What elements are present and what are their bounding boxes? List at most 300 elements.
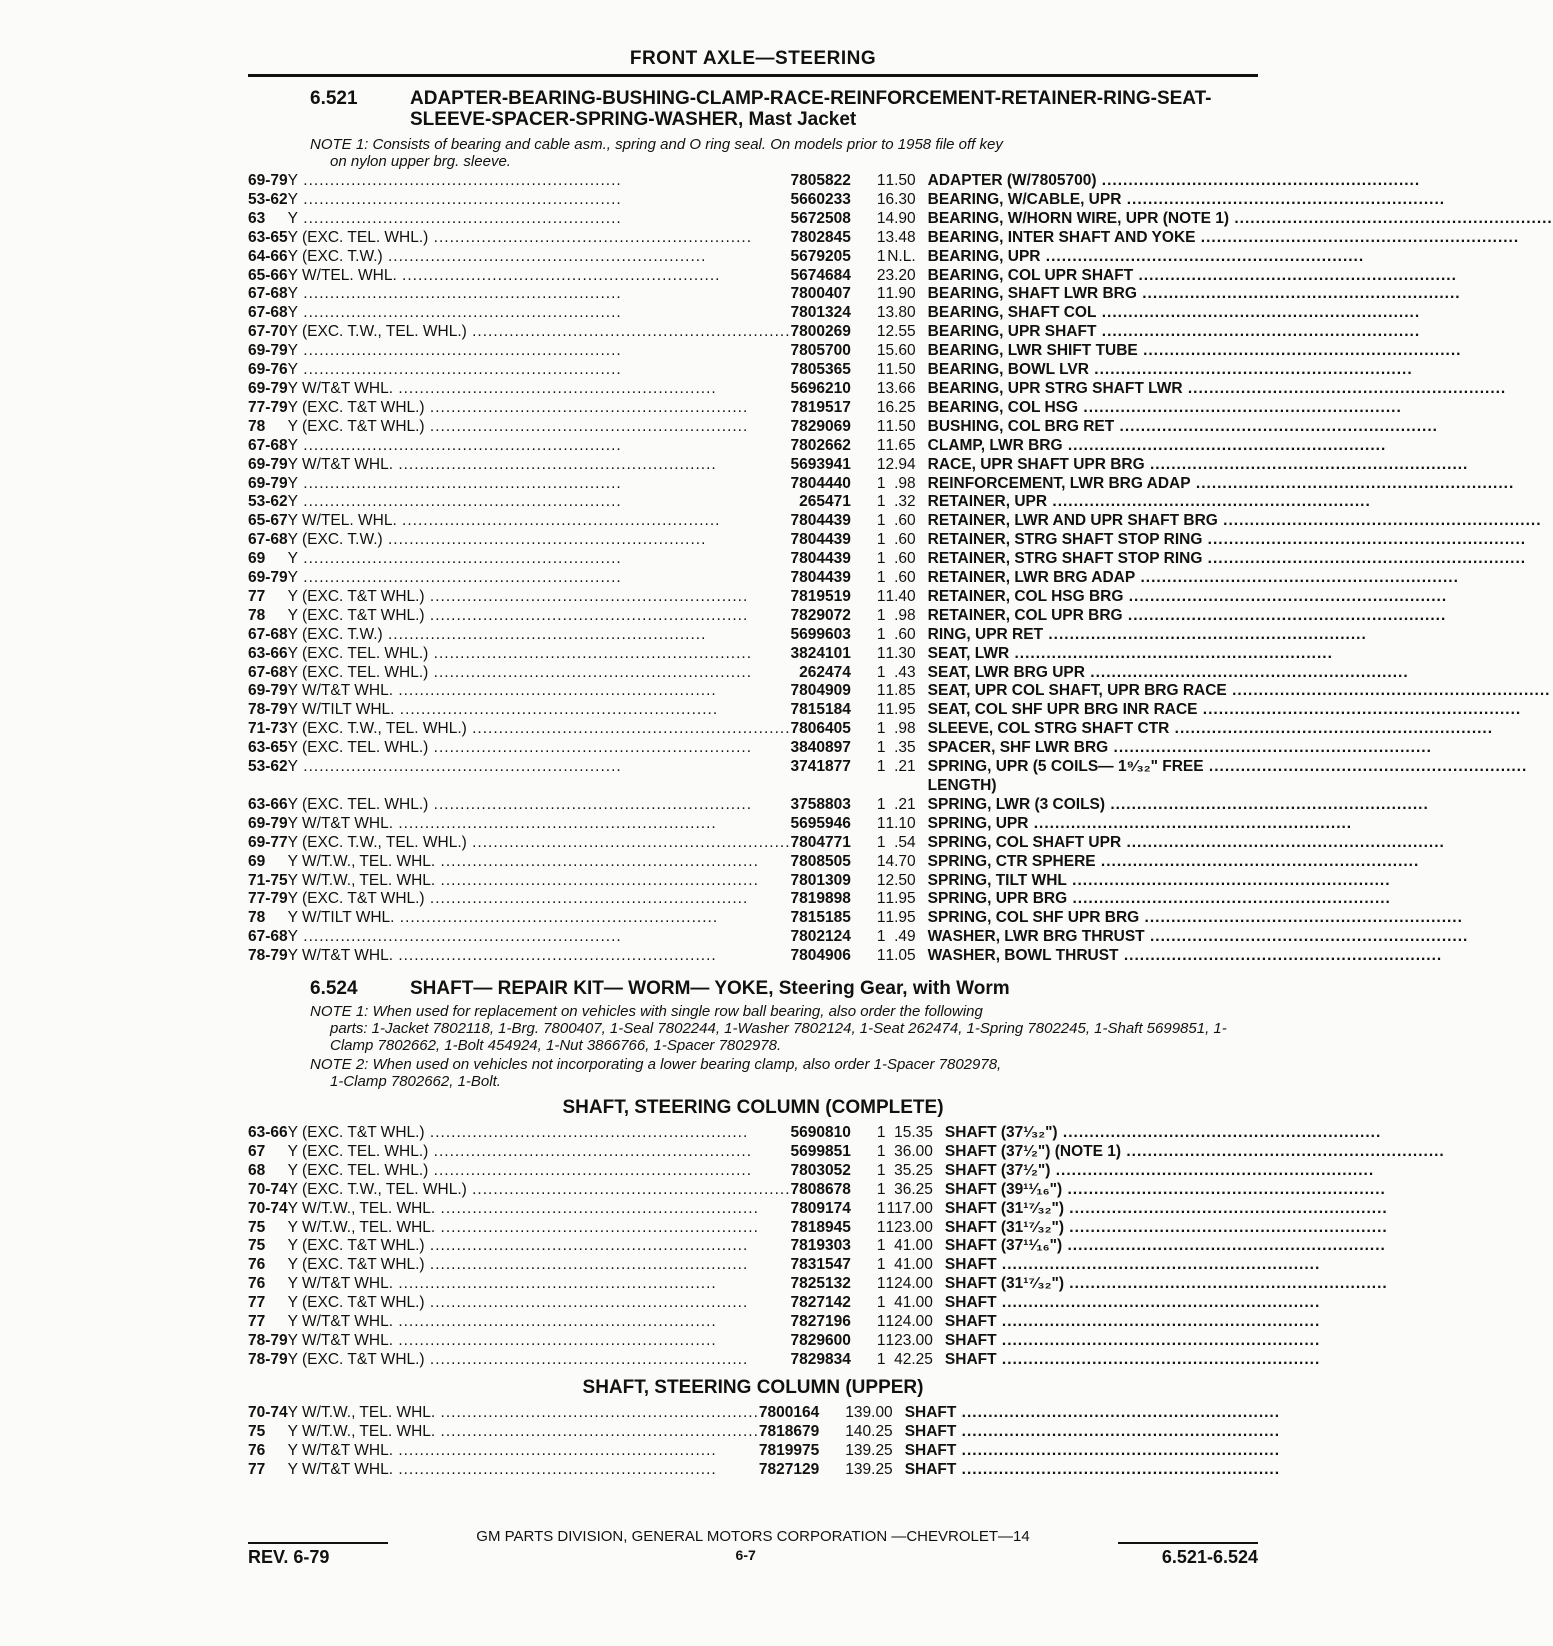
model-years: 78-79 <box>248 1350 288 1368</box>
part-number: 7815185 <box>790 909 851 927</box>
list-price: 1.85 <box>885 682 916 700</box>
application-code: Y (EXC. T&T WHL.) ............................................................ <box>287 890 749 908</box>
table-row <box>248 1124 1445 1143</box>
application-code: Y (EXC. TEL. WHL.) ............................................................ <box>287 795 753 813</box>
list-price: 39.25 <box>853 1460 893 1478</box>
table-row <box>248 607 1553 626</box>
list-price: 41.00 <box>894 1256 933 1274</box>
table-row <box>248 909 1553 928</box>
part-description: SHAFT ............................................................ <box>944 1350 1321 1368</box>
application-code: Y W/TILT WHL. ............................................................ <box>287 909 719 927</box>
list-price: 2.94 <box>885 455 916 473</box>
part-number: 5695946 <box>790 814 851 832</box>
model-years: 67-68 <box>248 663 288 681</box>
part-number: 5696210 <box>790 379 851 397</box>
application-code: Y (EXC. T.W., TEL. WHL.) ............................................................ <box>287 1180 791 1198</box>
leader-dots: ............................................................ <box>956 1460 1281 1478</box>
quantity: 1 <box>876 304 886 322</box>
part-description: SLEEVE, COL STRG SHAFT CTR ............................................................ <box>927 720 1494 738</box>
table-row <box>248 304 1553 323</box>
model-years: 63-66 <box>248 1124 288 1141</box>
leader-dots: ............................................................ <box>996 1313 1321 1331</box>
application-code: Y (EXC. T.W.) ............................................................ <box>287 625 707 643</box>
part-description: REINFORCEMENT, LWR BRG ADAP ............................................................ <box>927 474 1515 492</box>
model-years: 78 <box>248 417 266 435</box>
model-years: 77-79 <box>248 398 288 416</box>
application-code: Y (EXC. T&T WHL.) ............................................................ <box>287 1294 749 1312</box>
quantity: 1 <box>876 209 886 227</box>
model-years: 67-68 <box>248 304 288 322</box>
list-price: 1.50 <box>885 361 916 379</box>
model-years: 67-70 <box>248 323 288 341</box>
leader-dots: ............................................................ <box>382 531 707 549</box>
table-row <box>248 947 1553 966</box>
part-description: WASHER, BOWL THRUST ............................................................ <box>927 947 1443 965</box>
leader-dots: ............................................................ <box>1226 682 1551 700</box>
model-years: 76 <box>248 1275 266 1293</box>
leader-dots: ............................................................ <box>1084 663 1409 681</box>
part-description: BEARING, LWR SHIFT TUBE ............................................................ <box>927 342 1462 360</box>
leader-dots: ............................................................ <box>1121 833 1445 851</box>
leader-dots: ............................................................ <box>298 190 622 208</box>
application-code: Y W/T.W., TEL. WHL. ............................................................ <box>287 1199 759 1217</box>
table-row <box>248 682 1553 701</box>
part-description: RETAINER, LWR BRG ADAP ............................................................ <box>927 569 1459 587</box>
list-price: .32 <box>894 493 916 511</box>
part-number: 7801324 <box>790 304 851 322</box>
part-number: 7819975 <box>758 1441 820 1459</box>
model-years: 69-79 <box>248 682 288 700</box>
part-number: 7804771 <box>790 833 851 851</box>
model-years <box>248 777 288 796</box>
part-number <box>791 777 865 796</box>
leader-dots: ............................................................ <box>298 436 622 454</box>
quantity: 1 <box>876 852 886 870</box>
leader-dots: ............................................................ <box>1096 172 1421 189</box>
model-years: 75 <box>248 1422 266 1440</box>
application-code: Y (EXC. T&T WHL.) ............................................................ <box>287 1124 749 1141</box>
part-description: LENGTH) <box>927 777 997 794</box>
model-years: 53-62 <box>248 758 288 776</box>
list-price: 40.25 <box>853 1422 893 1440</box>
table-row <box>248 493 1553 512</box>
application-code: Y W/TEL. WHL. ............................................................ <box>287 266 721 284</box>
part-description: SHAFT (37¹¹⁄₁₆") ............................................................ <box>944 1237 1386 1255</box>
application-code: Y W/T.W., TEL. WHL. ............................................................ <box>287 1218 759 1236</box>
leader-dots: ............................................................ <box>1133 266 1457 284</box>
leader-dots: ............................................................ <box>393 379 717 397</box>
leader-dots: ............................................................ <box>1062 1237 1386 1255</box>
list-price: 1.95 <box>885 701 916 719</box>
leader-dots: ............................................................ <box>466 833 791 851</box>
list-price: .60 <box>894 550 916 568</box>
part-number: 5674684 <box>790 266 851 284</box>
table-row <box>248 512 1553 531</box>
leader-dots: ............................................................ <box>1169 720 1494 738</box>
part-description: BEARING, COL HSG ............................................................ <box>927 398 1402 416</box>
part-description: BEARING, SHAFT LWR BRG ............................................................ <box>927 285 1461 303</box>
part-description: SPRING, LWR (3 COILS) ............................................................ <box>927 795 1429 813</box>
table-row <box>248 626 1553 645</box>
page-footer <box>248 1528 1258 1568</box>
leader-dots: ............................................................ <box>956 1422 1281 1440</box>
model-years: 67-68 <box>248 285 288 303</box>
application-code: Y W/T&T WHL. ............................................................ <box>287 1331 717 1349</box>
application-code: Y W/T.W., TEL. WHL. ............................................................ <box>287 852 759 870</box>
quantity: 1 <box>876 1237 886 1255</box>
list-price: .49 <box>894 928 916 946</box>
model-years: 78 <box>248 606 266 624</box>
model-years: 69-79 <box>248 342 288 360</box>
leader-dots: ............................................................ <box>424 1294 749 1312</box>
table-row <box>248 815 1553 834</box>
table-row <box>248 1256 1445 1275</box>
leader-dots: ............................................................ <box>1202 550 1527 568</box>
section-title: SHAFT— REPAIR KIT— WORM— YOKE, Steering Gear, with Worm <box>410 978 1010 999</box>
application-code: Y W/T&T WHL. ............................................................ <box>287 1275 717 1293</box>
model-years: 70-74 <box>248 1180 288 1198</box>
part-description: SEAT, LWR BRG UPR ............................................................ <box>927 663 1409 681</box>
part-description: SEAT, UPR COL SHAFT, UPR BRG RACE ............................................................ <box>927 682 1551 700</box>
quantity: 1 <box>845 1422 854 1440</box>
list-price: 6.25 <box>885 398 916 416</box>
table-row <box>248 1423 1280 1442</box>
part-number: 7819517 <box>790 398 851 416</box>
list-price: .98 <box>894 474 916 492</box>
leader-dots: ............................................................ <box>1139 909 1463 927</box>
part-description: SPACER, SHF LWR BRG ............................................................ <box>927 739 1432 757</box>
list-price <box>885 777 927 796</box>
leader-dots: ............................................................ <box>428 795 753 813</box>
application-code: Y W/T&T WHL. ............................................................ <box>287 1441 717 1459</box>
table-row <box>248 664 1553 683</box>
part-description: BEARING, COL UPR SHAFT ............................................................ <box>927 266 1457 284</box>
leader-dots: ............................................................ <box>394 701 719 719</box>
part-number: 7818679 <box>758 1422 820 1440</box>
table-row <box>248 720 1553 739</box>
list-price: 6.30 <box>885 190 916 208</box>
part-number: 262474 <box>799 663 851 681</box>
model-years: 63-65 <box>248 739 288 757</box>
part-number: 7829069 <box>790 417 851 435</box>
table-row <box>248 739 1553 758</box>
parts-table-6-521 <box>248 172 1553 966</box>
part-number: 7827196 <box>790 1313 851 1331</box>
section-6-521 <box>248 88 1553 966</box>
part-description: SHAFT ............................................................ <box>944 1331 1321 1349</box>
application-code: Y ............................................................ <box>287 285 622 303</box>
leader-dots: ............................................................ <box>424 1256 749 1274</box>
leader-dots: ............................................................ <box>298 304 622 322</box>
leader-dots: ............................................................ <box>1202 531 1527 549</box>
leader-dots: ............................................................ <box>396 512 721 530</box>
quantity: 1 <box>876 625 886 643</box>
list-price: 3.80 <box>885 304 916 322</box>
part-number: 7808505 <box>790 852 851 870</box>
part-description: SEAT, LWR ............................................................ <box>927 644 1333 662</box>
model-years: 69-79 <box>248 814 288 832</box>
leader-dots: ............................................................ <box>424 1350 749 1368</box>
list-price: 2.55 <box>885 323 916 341</box>
leader-dots: ............................................................ <box>1095 852 1420 870</box>
model-years: 69-79 <box>248 474 288 492</box>
application-code: Y ............................................................ <box>287 361 622 379</box>
list-price: 1.50 <box>885 417 916 435</box>
leader-dots: ............................................................ <box>466 1180 791 1198</box>
leader-dots: ............................................................ <box>1217 512 1542 530</box>
leader-dots: ............................................................ <box>1123 587 1448 605</box>
list-price: .60 <box>894 625 916 643</box>
leader-dots: ............................................................ <box>393 1275 717 1293</box>
part-description: RING, UPR RET ............................................................ <box>927 625 1367 643</box>
application-code: Y ............................................................ <box>287 928 622 946</box>
quantity: 1 <box>876 833 886 851</box>
part-number: 7803052 <box>790 1161 851 1179</box>
leader-dots: ............................................................ <box>1066 871 1391 889</box>
subsection-title-complete: SHAFT, STEERING COLUMN (COMPLETE) <box>562 1097 944 1118</box>
table-row <box>248 834 1553 853</box>
part-number: 7804439 <box>790 550 851 568</box>
list-price: 117.00 <box>886 1199 933 1217</box>
application-code: Y W/T&T WHL. ............................................................ <box>287 947 717 965</box>
model-years: 78 <box>248 909 266 927</box>
part-description: RETAINER, COL HSG BRG ............................................................ <box>927 587 1448 605</box>
list-price: 4.90 <box>885 209 916 227</box>
section-title: ADAPTER-BEARING-BUSHING-CLAMP-RACE-REINFORCEMENT-RETAINER-RING-SEAT-SLEEVE-SPACER-SPRING-WASHER, Mast Jacket <box>410 88 1212 130</box>
list-price: 1.95 <box>885 909 916 927</box>
table-row <box>248 569 1553 588</box>
leader-dots: ............................................................ <box>298 342 622 360</box>
part-description: WASHER, LWR BRG THRUST ............................................................ <box>927 928 1469 946</box>
application-code: Y W/TEL. WHL. ............................................................ <box>287 512 721 530</box>
model-years: 67-68 <box>248 436 288 454</box>
table-row <box>248 437 1553 456</box>
leader-dots: ............................................................ <box>435 1422 759 1440</box>
quantity: 1 <box>876 1256 886 1274</box>
leader-dots: ............................................................ <box>428 228 753 246</box>
leader-dots: ............................................................ <box>394 909 719 927</box>
leader-dots: ............................................................ <box>393 947 717 965</box>
application-code: Y ............................................................ <box>287 550 622 568</box>
leader-dots: ............................................................ <box>396 266 721 284</box>
leader-dots: ............................................................ <box>1064 1218 1388 1236</box>
part-number: 3840897 <box>790 739 851 757</box>
leader-dots: ............................................................ <box>1028 814 1353 832</box>
application-code: Y ............................................................ <box>287 493 622 511</box>
application-code: Y W/T.W., TEL. WHL. ............................................................ <box>287 1422 759 1440</box>
part-number: 7800269 <box>790 323 851 341</box>
quantity: 1 <box>876 361 886 379</box>
application-code: Y ............................................................ <box>287 342 622 360</box>
leader-dots: ............................................................ <box>1062 436 1387 454</box>
quantity: 1 <box>876 379 886 397</box>
part-description: BEARING, W/CABLE, UPR ............................................................ <box>927 190 1446 208</box>
part-number: 3758803 <box>790 795 851 813</box>
application-code: Y W/T&T WHL. ............................................................ <box>287 1313 717 1331</box>
quantity: 1 <box>876 1199 886 1217</box>
model-years: 64-66 <box>248 247 288 265</box>
model-years: 69 <box>248 852 266 870</box>
leader-dots: ............................................................ <box>393 1331 717 1349</box>
leader-dots: ............................................................ <box>298 474 622 492</box>
list-price: .21 <box>894 758 916 776</box>
application-code: Y W/T.W., TEL. WHL. ............................................................ <box>287 1403 759 1421</box>
table-row <box>248 928 1553 947</box>
part-number: 7805700 <box>790 342 851 360</box>
part-number: 5660233 <box>790 190 851 208</box>
table-row <box>248 1442 1280 1461</box>
leader-dots: ............................................................ <box>1197 701 1522 719</box>
part-number: 7825132 <box>790 1275 851 1293</box>
part-description: BEARING, INTER SHAFT AND YOKE ............................................................ <box>927 228 1520 246</box>
leader-dots: ............................................................ <box>1067 890 1391 908</box>
model-years: 69-79 <box>248 569 288 587</box>
quantity: 1 <box>876 909 886 927</box>
application-code: Y W/T&T WHL. ............................................................ <box>287 1460 717 1478</box>
table-row <box>248 701 1553 720</box>
part-number: 265471 <box>799 493 851 511</box>
part-number: 7819519 <box>790 587 851 605</box>
part-description: SEAT, COL SHF UPR BRG INR RACE ............................................................ <box>927 701 1522 719</box>
leader-dots: ............................................................ <box>298 493 622 511</box>
part-description: RETAINER, UPR ............................................................ <box>927 493 1371 511</box>
page-header <box>248 48 1258 77</box>
model-years: 77 <box>248 587 266 605</box>
part-number: 7829072 <box>790 606 851 624</box>
leader-dots: ............................................................ <box>382 247 707 265</box>
part-description: BEARING, UPR SHAFT ............................................................ <box>927 323 1421 341</box>
leader-dots: ............................................................ <box>1043 625 1367 643</box>
quantity: 1 <box>876 701 886 719</box>
part-number: 7815184 <box>790 701 851 719</box>
application-code: Y ............................................................ <box>287 436 622 454</box>
list-price: 3.20 <box>885 266 916 284</box>
table-row <box>248 1181 1445 1200</box>
leader-dots: ............................................................ <box>428 663 753 681</box>
leader-dots: ............................................................ <box>298 550 622 568</box>
model-years: 63 <box>248 209 266 227</box>
table-row <box>248 1219 1445 1238</box>
leader-dots: ............................................................ <box>1050 1161 1375 1179</box>
leader-dots: ............................................................ <box>393 455 717 473</box>
quantity: 1 <box>876 417 886 435</box>
part-description: SHAFT ............................................................ <box>904 1460 1281 1478</box>
quantity: 1 <box>876 1294 886 1312</box>
table-row <box>248 475 1553 494</box>
quantity: 1 <box>845 1441 854 1459</box>
model-years: 63-65 <box>248 228 288 246</box>
table-row <box>248 645 1553 664</box>
application-code: Y (EXC. TEL. WHL.) ............................................................ <box>287 663 753 681</box>
table-row <box>248 229 1553 248</box>
leader-dots: ............................................................ <box>1182 379 1507 397</box>
quantity: 1 <box>876 190 886 208</box>
quantity: 1 <box>876 1124 886 1141</box>
list-price: 41.00 <box>894 1294 933 1312</box>
quantity: 2 <box>876 266 886 284</box>
leader-dots: ............................................................ <box>435 852 759 870</box>
model-years: 67-68 <box>248 625 288 643</box>
section-note-1: NOTE 1: Consists of bearing and cable asm., spring and O ring seal. On models prior to 1958 file off key on nylon upper brg. sleeve. <box>310 136 1003 170</box>
leader-dots: ............................................................ <box>1078 398 1402 416</box>
quantity: 1 <box>876 531 886 549</box>
table-row <box>248 399 1553 418</box>
model-years: 76 <box>248 1441 266 1459</box>
quantity: 1 <box>876 550 886 568</box>
list-price: 1.50 <box>885 172 916 189</box>
leader-dots: ............................................................ <box>1229 209 1553 227</box>
part-description: SHAFT ............................................................ <box>904 1422 1281 1440</box>
part-description: SPRING, UPR ............................................................ <box>927 814 1353 832</box>
application-code: Y (EXC. T&T WHL.) ............................................................ <box>287 1237 749 1255</box>
part-description: CLAMP, LWR BRG ............................................................ <box>927 436 1387 454</box>
quantity: 1 <box>876 795 886 813</box>
list-price: 2.50 <box>885 871 916 889</box>
part-number: 5693941 <box>790 455 851 473</box>
model-years: 71-75 <box>248 871 288 889</box>
list-price: .43 <box>894 663 916 681</box>
leader-dots: ............................................................ <box>466 720 791 738</box>
part-number: 7802845 <box>790 228 851 246</box>
part-number: 7808678 <box>790 1180 851 1198</box>
application-code: Y W/T&T WHL. ............................................................ <box>287 814 717 832</box>
model-years: 63-66 <box>248 795 288 813</box>
part-description: SHAFT ............................................................ <box>904 1441 1281 1459</box>
leader-dots: ............................................................ <box>1118 947 1443 965</box>
quantity: 1 <box>876 720 886 738</box>
part-number: 7804909 <box>790 682 851 700</box>
leader-dots: ............................................................ <box>1108 739 1432 757</box>
part-description: BEARING, UPR ............................................................ <box>927 247 1365 265</box>
quantity: 1 <box>876 758 886 776</box>
quantity: 1 <box>876 928 886 946</box>
part-description: ADAPTER (W/7805700) ............................................................ <box>927 172 1421 189</box>
list-price: 36.00 <box>894 1142 933 1160</box>
leader-dots: ............................................................ <box>1144 455 1469 473</box>
table-row <box>248 777 1553 796</box>
application-code: Y (EXC. T.W., TEL. WHL.) ............................................................ <box>287 323 791 341</box>
list-price: .98 <box>894 606 916 624</box>
model-years: 69-79 <box>248 455 288 473</box>
part-description: RETAINER, LWR AND UPR SHAFT BRG ............................................................ <box>927 512 1542 530</box>
list-price: 1.30 <box>885 644 916 662</box>
model-years: 75 <box>248 1218 266 1236</box>
leader-dots: ............................................................ <box>996 1256 1321 1274</box>
part-description: BEARING, UPR STRG SHAFT LWR ............................................................ <box>927 379 1507 397</box>
part-description: SPRING, TILT WHL ............................................................ <box>927 871 1391 889</box>
quantity: 1 <box>876 606 886 624</box>
table-row <box>248 418 1553 437</box>
part-description: SPRING, COL SHAFT UPR ............................................................ <box>927 833 1445 851</box>
part-number: 5679205 <box>790 247 851 265</box>
model-years: 65-66 <box>248 266 288 284</box>
model-years: 68 <box>248 1161 266 1179</box>
leader-dots: ............................................................ <box>424 417 749 435</box>
quantity: 1 <box>876 947 886 965</box>
leader-dots: ............................................................ <box>298 172 622 189</box>
section-number: 6.521 <box>310 88 358 109</box>
model-years: 71-73 <box>248 720 288 738</box>
table-row <box>248 1237 1445 1256</box>
leader-dots: ............................................................ <box>435 1218 759 1236</box>
quantity: 1 <box>876 1331 886 1349</box>
table-row <box>248 191 1553 210</box>
quantity: 1 <box>876 1161 886 1179</box>
part-number: 7819303 <box>790 1237 851 1255</box>
part-number: 7806405 <box>790 720 851 738</box>
leader-dots: ............................................................ <box>424 1124 749 1141</box>
leader-dots: ............................................................ <box>424 587 749 605</box>
